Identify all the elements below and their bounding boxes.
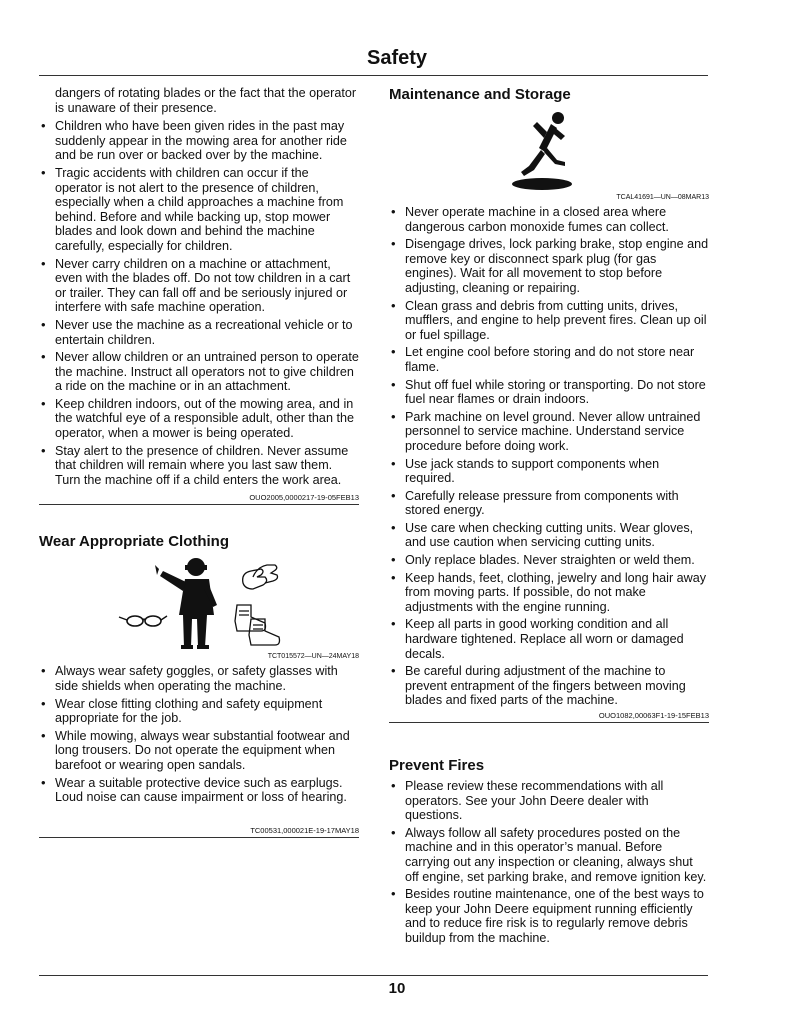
list-item: • Wear close fitting clothing and safety equipment appropriate for the job. <box>39 697 359 726</box>
list-item: • Children who have been given rides in the past may suddenly appear in the mowing area for another ride and be run over or backed over by the machine. <box>39 119 359 163</box>
list-item: • Park machine on level ground. Never allow untrained personnel to service machine. Understand service procedure before doing work. <box>389 410 709 454</box>
list-item: • Use jack stands to support components when required. <box>389 457 709 486</box>
list-item: • Always follow all safety procedures posted on the machine and in this operator’s manual. Before carrying out any inspection or cleaning, always shut off engine, set parking brake, and remove ignition key. <box>389 826 709 884</box>
clothing-list <box>39 664 359 804</box>
maintenance-illustration <box>389 108 709 194</box>
list-item: • Only replace blades. Never straighten or weld them. <box>389 553 709 568</box>
maintenance-heading: Maintenance and Storage <box>389 86 571 103</box>
list-item: • Let engine cool before storing and do not store near flame. <box>389 345 709 374</box>
list-item: • Never carry children on a machine or attachment, even with the blades off. Do not tow children in a cart or trailer. They can fall off and be seriously injured or interfere with safe machine operation. <box>39 257 359 315</box>
left-column <box>39 86 359 838</box>
list-item: • Tragic accidents with children can occur if the operator is not alert to the presence of children, especially when a child approaches a machine from behind. Before and while backing up, stop mower blades and look down and behind the machine carefully, especially for children. <box>39 166 359 254</box>
list-item: • While mowing, always wear substantial footwear and long trousers. Do not operate the equipment when barefoot or wearing open sandals. <box>39 729 359 773</box>
clothing-illustration <box>39 555 359 653</box>
list-item: • Clean grass and debris from cutting units, drives, mufflers, and engine to help prevent fires. Clean up oil or fuel spillage. <box>389 299 709 343</box>
gloves-icon <box>243 565 278 589</box>
list-item: • Never use the machine as a recreational vehicle or to entertain children. <box>39 318 359 347</box>
boots-icon <box>235 605 280 645</box>
right-column <box>389 86 709 949</box>
list-item: • Keep all parts in good working condition and all hardware tightened. Replace all worn or damaged decals. <box>389 617 709 661</box>
list-item: • Stay alert to the presence of children. Never assume that children will remain where you last saw them. Turn the machine off if a child enters the work area. <box>39 444 359 488</box>
protective-gear-figure <box>39 555 359 653</box>
list-item: • Disengage drives, lock parking brake, stop engine and remove key or disconnect spark plug (for gas engines). Wait for all movement to stop before adjusting, cleaning or repairing. <box>389 237 709 295</box>
figure-reference: TCAL41691—UN—08MAR13 <box>616 194 709 201</box>
list-item: • Never allow children or an untrained person to operate the machine. Instruct all operators not to give children a ride on the machine or in an attachment. <box>39 350 359 394</box>
list-item: • Always wear safety goggles, or safety glasses with side shields when operating the machine. <box>39 664 359 693</box>
list-item: • Shut off fuel while storing or transporting. Do not store fuel near flames or drain indoors. <box>389 378 709 407</box>
list-item: • Keep children indoors, out of the mowing area, and in the watchful eye of a responsible adult, other than the operator, when a mower is being operated. <box>39 397 359 441</box>
page-number: 10 <box>388 980 406 997</box>
footer-rule <box>39 975 708 976</box>
reference-code: OUO2005,0000217-19-05FEB13 <box>249 493 359 503</box>
clothing-heading: Wear Appropriate Clothing <box>39 533 230 551</box>
continued-text: dangers of rotating blades or the fact that the operator is unaware of their presence. <box>55 86 357 115</box>
fires-heading: Prevent Fires <box>389 757 485 774</box>
list-item: • Please review these recommendations with all operators. See your John Deere dealer with questions. <box>389 779 709 823</box>
list-item: • Never operate machine in a closed area where dangerous carbon monoxide fumes can collect. <box>389 205 709 234</box>
children-safety-list <box>39 119 359 487</box>
list-item: • Besides routine maintenance, one of the best ways to keep your John Deere equipment running efficiently and to reduce fire risk is to regularly remove debris buildup from the machine. <box>389 887 709 945</box>
section-divider <box>39 837 359 838</box>
figure-reference: TCT015572—UN—24MAY18 <box>267 653 359 661</box>
reference-code: TC00531,000021E-19-17MAY18 <box>250 825 359 835</box>
list-item: • Use care when checking cutting units. Wear gloves, and use caution when servicing cutting units. <box>389 521 709 550</box>
list-item: • Carefully release pressure from components with stored energy. <box>389 489 709 518</box>
worker-icon <box>155 558 217 649</box>
reference-code: OUO1082,00063F1-19-15FEB13 <box>598 711 709 720</box>
list-item: • Be careful during adjustment of the machine to prevent entrapment of the fingers between moving blades and fixed parts of the machine. <box>389 664 709 708</box>
safety-glasses-icon <box>119 616 167 626</box>
slip-hazard-figure <box>389 108 709 194</box>
list-item: • Wear a suitable protective device such as earplugs. Loud noise can cause impairment or loss of hearing. <box>39 776 359 805</box>
fires-list <box>389 779 709 946</box>
list-item: • Keep hands, feet, clothing, jewelry and long hair away from moving parts. If possible, do not make adjustments with the engine running. <box>389 571 709 615</box>
maintenance-list <box>389 205 709 708</box>
page-title: Safety <box>366 47 428 69</box>
header-rule <box>39 75 708 76</box>
slipping-person-icon <box>512 112 572 190</box>
